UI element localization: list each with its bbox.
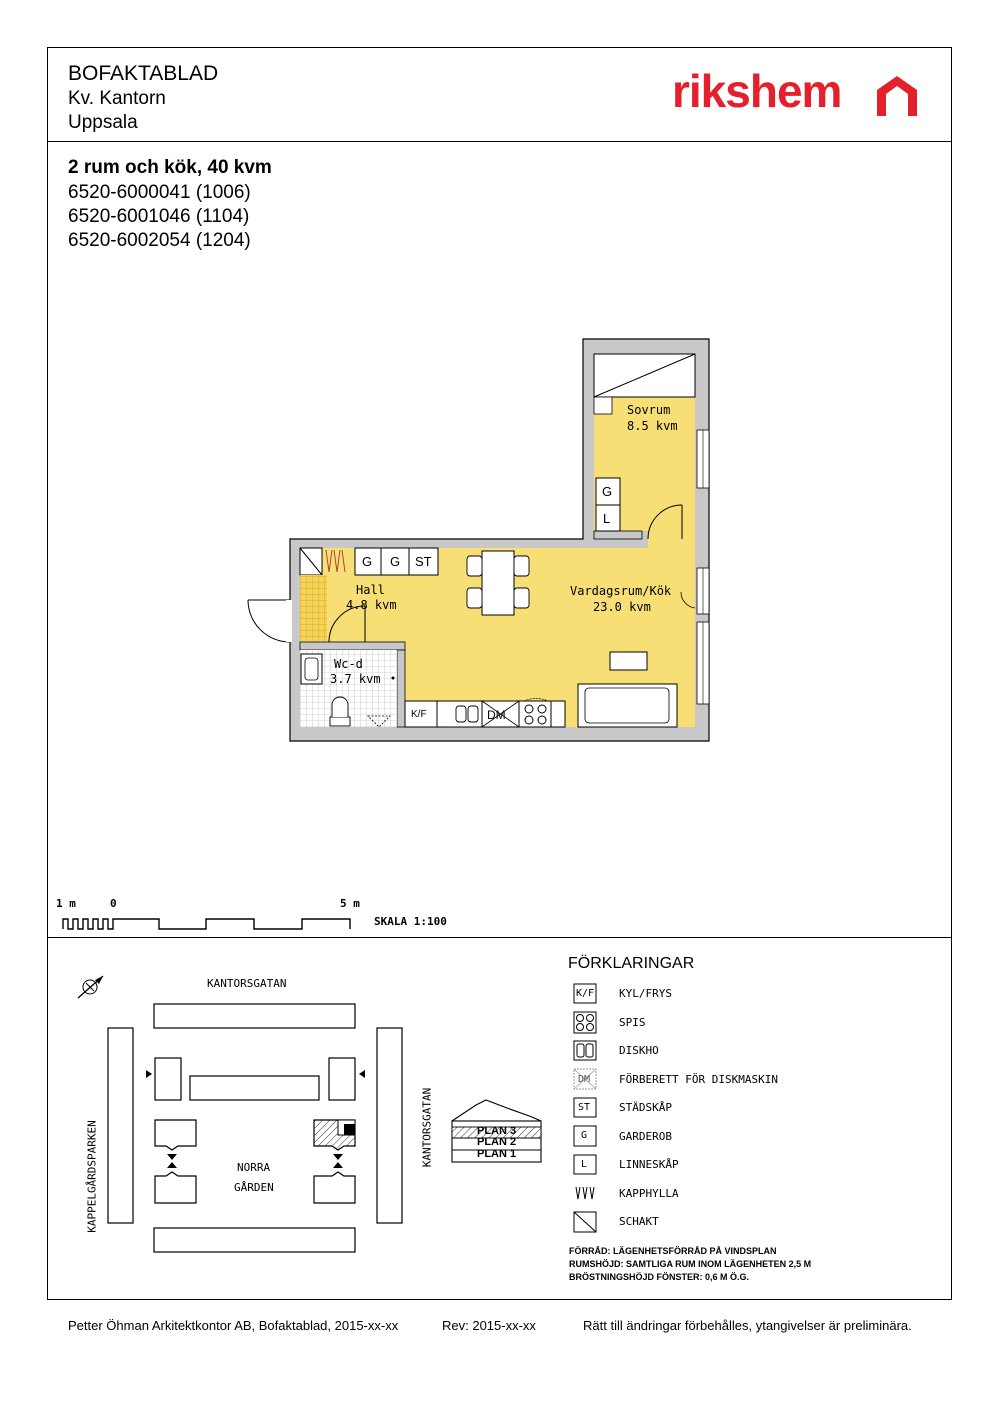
legend-label-kyl: KYL/FRYS [619,987,672,1000]
fixture-g-bedroom: G [602,484,613,499]
legend-label-spis: SPIS [619,1016,646,1029]
apartment-type: 2 rum och kök, 40 kvm [68,157,272,178]
apartment-id-3: 6520-6002054 (1204) [68,230,251,251]
legend-symbol-g: G [581,1130,588,1141]
scale-1m: 1 m [56,897,76,910]
room-area-hall: 4.8 kvm [346,598,397,612]
fixture-g-hall-2: G [390,554,401,569]
legend-label-linneskap: LINNESKÅP [619,1158,679,1171]
room-area-wc: 3.7 kvm [330,672,381,686]
room-area-vardagsrum: 23.0 kvm [593,600,651,614]
coat-rack-icon [576,1187,594,1199]
footer-disclaimer: Rätt till ändringar förbehålles, ytangivelser är preliminära. [583,1318,912,1333]
legend-label-stadskap: STÄDSKÅP [619,1101,672,1114]
street-right-label: KANTORSGATAN [420,1087,434,1168]
room-label-hall: Hall [356,583,385,597]
room-label-vardagsrum: Vardagsrum/Kök [570,584,672,598]
legend-symbol-dm: DM [578,1074,591,1085]
note-forrad: FÖRRÅD: LÄGENHETSFÖRRÅD PÅ VINDSPLAN [569,1246,777,1256]
footer-rev: Rev: 2015-xx-xx [442,1318,536,1333]
scale-5m: 5 m [340,897,360,910]
scale-0: 0 [110,897,117,910]
legend-symbol-kf: K/F [576,988,595,999]
fixture-dm: DM [487,708,506,722]
room-area-sovrum: 8.5 kvm [627,419,678,433]
doc-title: BOFAKTABLAD [68,62,219,85]
note-rumshojd: RUMSHÖJD: SAMTLIGA RUM INOM LÄGENHETEN 2,5 M [569,1259,812,1269]
fixture-kf: K/F [411,709,427,720]
legend-label-garderob: GARDEROB [619,1130,672,1143]
legend-label-schakt: SCHAKT [619,1215,659,1228]
city-name: Uppsala [68,112,138,133]
stove-icon [574,1012,596,1033]
shaft-icon [574,1212,596,1232]
apartment-id-2: 6520-6001046 (1104) [68,206,250,227]
fixture-l-bedroom: L [603,511,611,526]
scale-label: SKALA 1:100 [374,915,447,928]
legend-label-diskho: DISKHO [619,1044,659,1057]
park-left-label: KAPPELGÅRDSPARKEN [85,1120,99,1233]
apartment-id-1: 6520-6000041 (1006) [68,182,251,203]
plan-3-label: PLAN 3 [477,1125,517,1137]
court-label-2: GÅRDEN [234,1181,274,1194]
room-label-sovrum: Sovrum [627,403,671,417]
fixture-g-hall-1: G [362,554,373,569]
block-name: Kv. Kantorn [68,88,166,109]
rikshem-logo: rikshem [672,70,917,122]
legend-label-kapphylla: KAPPHYLLA [619,1187,679,1200]
plan-1-label: PLAN 1 [477,1148,517,1160]
legend-symbol-l: L [581,1159,588,1170]
court-label-1: NORRA [237,1161,271,1174]
fixture-st-hall: ST [415,554,432,569]
sink-icon [574,1041,596,1060]
note-brostningshojd: BRÖSTNINGSHÖJD FÖNSTER: 0,6 M Ö.G. [569,1272,750,1282]
room-label-wc: Wc-d [334,657,363,671]
street-top-label: KANTORSGATAN [207,977,287,990]
legend-label-diskmaskin: FÖRBERETT FÖR DISKMASKIN [619,1073,778,1086]
plan-2-label: PLAN 2 [477,1136,517,1148]
legend-title: FÖRKLARINGAR [568,955,695,972]
legend-symbol-st: ST [578,1102,591,1113]
footer-author: Petter Öhman Arkitektkontor AB, Bofaktablad, 2015-xx-xx [68,1318,399,1333]
